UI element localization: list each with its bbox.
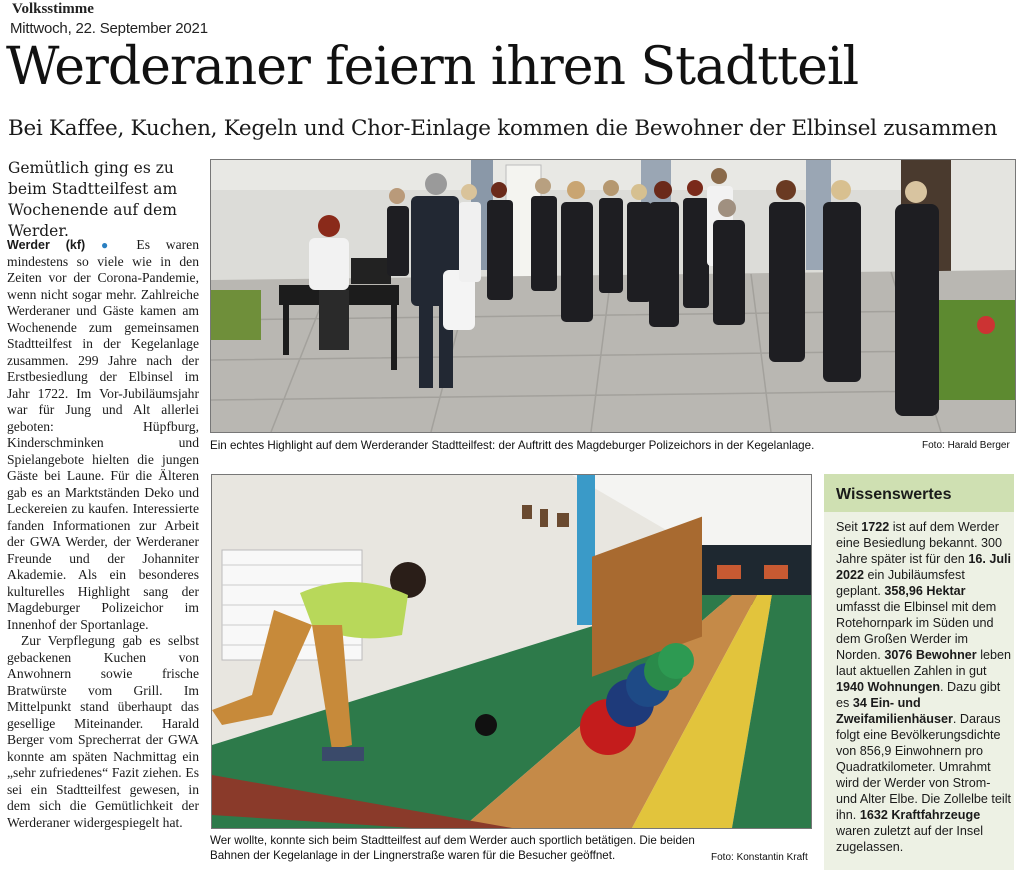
body-paragraph-1	[7, 237, 199, 633]
bowling-photo	[211, 474, 812, 829]
info-fact-highlight: 34 Ein- und Zweifamilienhäuser	[836, 696, 953, 726]
teaser	[8, 158, 200, 242]
headline: Werderaner feiern ihren Stadtteil	[6, 37, 859, 97]
dateline: Mittwoch, 22. September 2021	[10, 20, 208, 37]
info-fact-text: ein Jubiläumsfest geplant.	[836, 568, 965, 598]
info-box-title: Wissenswertes	[836, 486, 952, 503]
photo2-credit: Foto: Konstantin Kraft	[711, 852, 808, 863]
info-fact-text: waren zuletzt auf der Insel zugelassen.	[836, 824, 984, 854]
masthead: Volksstimme	[12, 1, 94, 17]
subheadline: Bei Kaffee, Kuchen, Kegeln und Chor-Einlage kommen die Bewohner der Elbinsel zusammen	[8, 116, 998, 141]
body-paragraph-2: Zur Verpflegung gab es selbst gebackenen Kuchen von Anwohnern sowie frische Bratwürste vom Grill. Im Mittelpunkt stand überhaupt das gesellige Miteinander. Harald Berger vom Sprecherrat der GWA konnte am späten Nachmittag ein „sehr zufriedenes“ Fazit ziehen. Es sei ein Stadtteilfest gewesen, in dem sich die Gemütlichkeit der Werderaner widergespiegelt hat.	[7, 633, 199, 830]
photo1-credit: Foto: Harald Berger	[922, 440, 1010, 451]
info-fact-highlight: 358,96 Hektar	[884, 584, 966, 598]
paragraph-1-text: Es waren mindestens so viele wie in den Zeiten vor der Corona-Pandemie, wenn nicht sogar mehr. Zahlreiche Werderaner und Gäste kamen am Wochenende zum gemeinsamen Stadtteilfest in der Kegelanlage zusammen. 299 Jahre nach der Erstbesiedlung der Elbinsel im Jahr 1722. Im Vor-Jubiläumsjahr war für Jung und Alt allerlei geboten: Hüpfburg, Kinderschminken und Spielangebote hielten die jungen Gäste bei Laune. Für die Älteren gab es an Marktständen Deko und Leckereien zu kaufen. Interessierte fanden Informationen zur Arbeit der GWA Werder, der Werderaner Freunde und der Johanniter Akademie. Als ein besonderes kulturelles Highlight sang der Magdeburger Polizeichor im Innenhof der Sportanlage.	[7, 237, 200, 632]
info-fact-highlight: 3076 Bewohner	[884, 648, 977, 662]
bullet-dot-icon: ●	[100, 238, 121, 252]
teaser-text: Gemütlich ging es zu beim Stadtteilfest am Wochenende auf dem Werder.	[8, 159, 178, 240]
info-fact-highlight: 16. Juli 2022	[836, 552, 1012, 582]
info-fact-text: ist auf dem Werder eine Besiedlung bekannt. 300 Jahre später ist für den	[836, 520, 1002, 566]
info-fact-text: . Dazu gibt es	[836, 680, 1001, 710]
info-fact-text: leben laut aktuellen Zahlen in gut	[836, 648, 1012, 678]
choir-photo	[210, 159, 1016, 433]
info-fact-highlight: 1940 Wohnungen	[836, 680, 941, 694]
info-box-text	[836, 519, 1012, 855]
info-fact-highlight: 1722	[861, 520, 890, 534]
info-box	[824, 474, 1014, 870]
article-body	[7, 237, 199, 831]
bowling-photo-illustration	[212, 475, 811, 828]
choir-photo-illustration	[211, 160, 1015, 432]
info-fact-highlight: 1632 Kraftfahrzeuge	[859, 808, 981, 822]
info-fact-text: . Daraus folgt eine Bevölkerungsdichte von 856,9 Einwohnern pro Quadratkilometer. Umrahmt wird der Werder von Strom- und Alter Elbe. Die Zollelbe teilt ihn.	[836, 712, 1012, 822]
photo1-caption: Ein echtes Highlight auf dem Werderander Stadtteilfest: der Auftritt des Magdeburger Polizeichors in der Kegelanlage.	[210, 439, 815, 452]
location-tag: Werder (kf)	[7, 238, 86, 252]
photo2-caption: Wer wollte, konnte sich beim Stadtteilfest auf dem Werder auch sportlich betätigen. Die beiden Bahnen der Kegelanlage in der Lingnerstraße waren für die Besucher geöffnet.	[210, 834, 695, 862]
info-fact-text: umfasst die Elbinsel mit dem Rotehornpark im Süden und dem Großen Werder im Norden.	[836, 600, 997, 662]
info-fact-text: Seit	[836, 520, 862, 534]
